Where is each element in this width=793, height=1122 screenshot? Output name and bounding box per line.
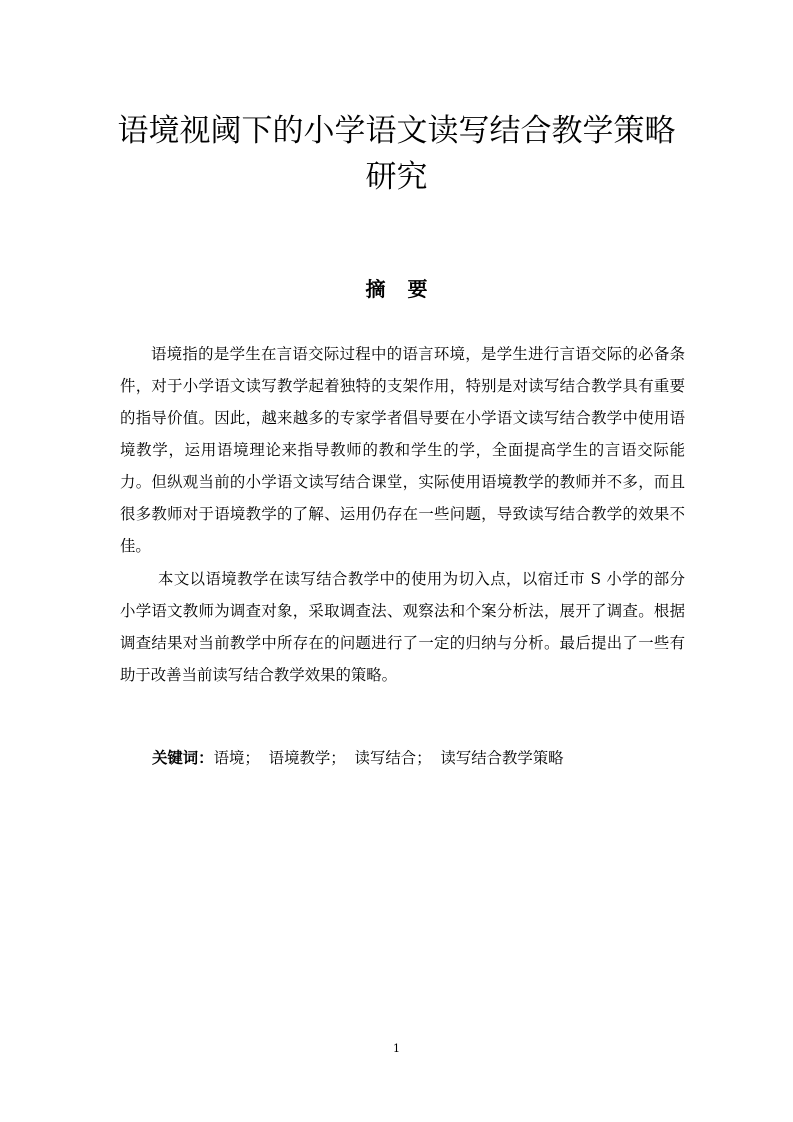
keyword-2: 语境教学； <box>268 749 346 767</box>
keywords-label: 关键词： <box>152 749 214 767</box>
keyword-4: 读写结合教学策略 <box>440 749 564 767</box>
abstract-paragraph-1: 语境指的是学生在言语交际过程中的语言环境，是学生进行言语交际的必备条件，对于小学语文读写教学起着独特的支架作用，特别是对读写结合教学具有重要的指导价值。因此，越来越多的专家学者倡导要在小学语文读写结合教学中使用语境教学，运用语境理论来指导教师的教和学生的学，全面提高学生的言语交际能力。但纵观当前的小学语文读写结合课堂，实际使用语境教学的教师并不多，而且很多教师对于语境教学的了解、运用仍存在一些问题，导致读写结合教学的效果不佳。 <box>120 345 685 555</box>
page-number: 1 <box>393 1042 400 1055</box>
abstract-heading: 摘要 <box>365 277 450 301</box>
abstract-paragraph-2: 本文以语境教学在读写结合教学中的使用为切入点，以宿迁市 S 小学的部分小学语文教师为调查对象，采取调查法、观察法和个案分析法，展开了调查。根据调查结果对当前教学中所存在的问题进行了一定的归纳与分析。最后提出了一些有助于改善当前读写结合教学效果的策略。 <box>120 570 685 684</box>
keyword-1: 语境； <box>213 749 260 767</box>
document-title: 语境视阈下的小学语文读写结合教学策略研究 <box>117 113 676 195</box>
keywords-line <box>152 744 568 772</box>
keyword-3: 读写结合； <box>354 749 432 767</box>
